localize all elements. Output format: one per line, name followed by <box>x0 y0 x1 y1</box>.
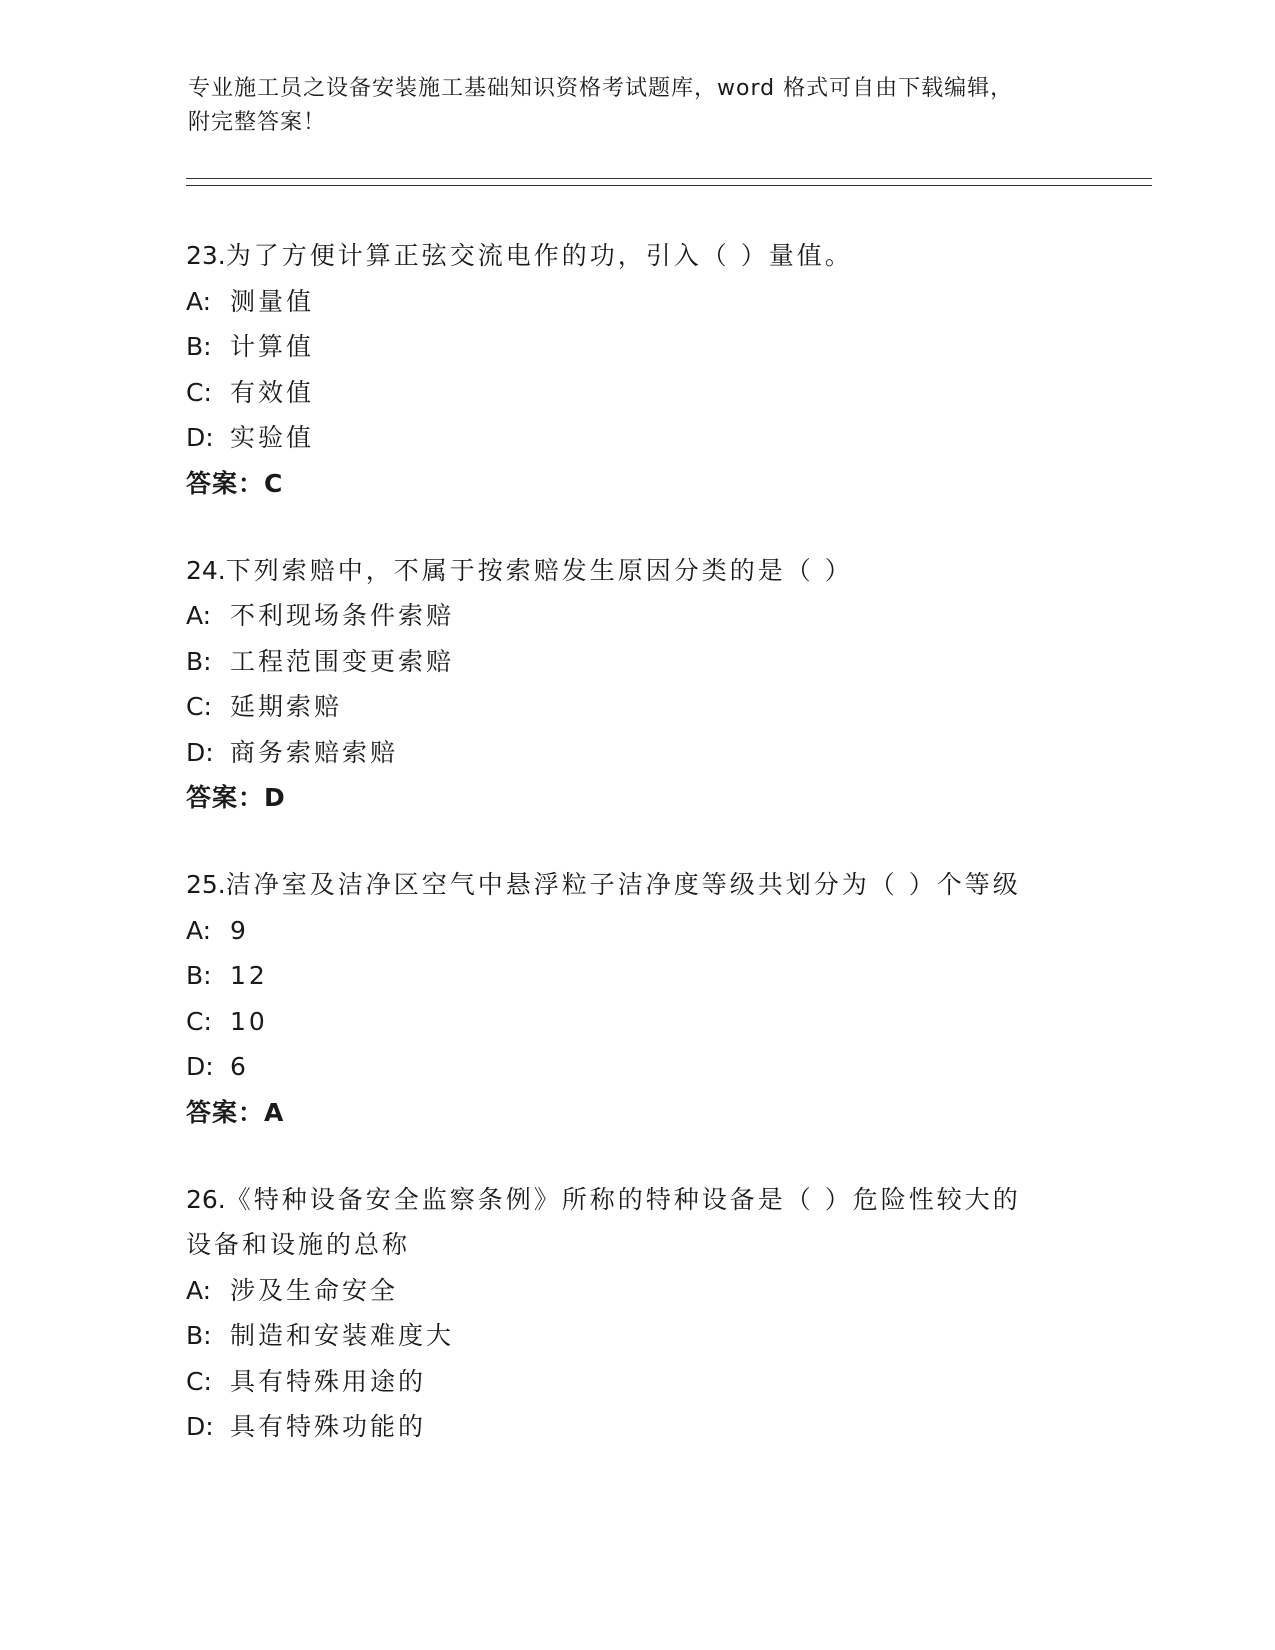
option-d <box>186 415 1086 461</box>
header-double-rule <box>186 178 1152 186</box>
option-d <box>186 730 1086 776</box>
option-text: 商务索赔索赔 <box>230 737 399 767</box>
answer-line: 答案：C <box>186 468 284 498</box>
question-number: 24. <box>186 555 226 585</box>
option-key: D: <box>186 737 214 767</box>
option-key: D: <box>186 423 214 452</box>
option-key: A: <box>186 915 212 945</box>
option-text: 9 <box>230 915 249 945</box>
option-key: A: <box>186 601 212 630</box>
option-text: 涉及生命安全 <box>230 1275 399 1305</box>
option-key: C: <box>186 1006 212 1036</box>
option-key: A: <box>186 1275 212 1305</box>
option-text: 6 <box>230 1052 249 1081</box>
option-text: 具有特殊功能的 <box>230 1412 427 1441</box>
question-25 <box>186 862 1086 1135</box>
question-number: 26. <box>186 1184 226 1214</box>
option-b <box>186 1313 1086 1359</box>
question-26 <box>186 1177 1086 1450</box>
question-stem <box>186 548 1086 594</box>
option-text: 测量值 <box>230 286 315 316</box>
option-text: 延期索赔 <box>230 692 343 721</box>
option-key: B: <box>186 1321 212 1350</box>
option-c <box>186 999 1086 1045</box>
header-line-1: 专业施工员之设备安装施工基础知识资格考试题库，word 格式可自由下载编辑， <box>188 76 1014 101</box>
question-text: 洁净室及洁净区空气中悬浮粒子洁净度等级共划分为（ ）个等级 <box>225 870 1021 899</box>
option-d <box>186 1044 1086 1090</box>
option-key: D: <box>186 1412 214 1441</box>
header-line-2: 附完整答案！ <box>188 110 327 135</box>
option-a <box>186 908 1086 954</box>
option-b <box>186 953 1086 999</box>
option-a <box>186 1268 1086 1314</box>
option-key: B: <box>186 961 212 990</box>
answer-line: 答案：D <box>186 783 286 812</box>
option-d <box>186 1404 1086 1450</box>
option-text: 工程范围变更索赔 <box>230 646 455 676</box>
option-key: C: <box>186 377 212 407</box>
option-text: 具有特殊用途的 <box>230 1366 427 1396</box>
question-number: 25. <box>186 870 226 899</box>
option-text: 制造和安装难度大 <box>230 1321 455 1350</box>
option-key: A: <box>186 286 212 316</box>
question-24 <box>186 548 1086 821</box>
option-key: B: <box>186 332 212 361</box>
option-text: 有效值 <box>230 377 315 407</box>
option-text: 实验值 <box>230 423 315 452</box>
option-key: C: <box>186 692 212 721</box>
option-text: 10 <box>230 1006 268 1036</box>
option-c <box>186 1359 1086 1405</box>
question-number: 23. <box>186 241 226 270</box>
question-text: 《特种设备安全监察条例》所称的特种设备是（ ）危险性较大的设备和设施的总称 <box>186 1184 1021 1259</box>
question-text: 为了方便计算正弦交流电作的功，引入（ ）量值。 <box>225 241 853 270</box>
option-text: 12 <box>230 961 268 990</box>
question-stem <box>186 862 1086 908</box>
option-key: B: <box>186 646 212 676</box>
option-a <box>186 279 1086 325</box>
question-list <box>186 233 1086 1492</box>
option-c <box>186 684 1086 730</box>
document-header <box>188 72 1068 140</box>
option-key: D: <box>186 1052 214 1081</box>
question-stem <box>186 1177 1036 1268</box>
option-text: 计算值 <box>230 332 315 361</box>
answer-line: 答案：A <box>186 1097 285 1127</box>
question-23 <box>186 233 1086 506</box>
option-text: 不利现场条件索赔 <box>230 601 455 630</box>
option-c <box>186 370 1086 416</box>
option-a <box>186 593 1086 639</box>
question-stem <box>186 233 1086 279</box>
question-text: 下列索赔中，不属于按索赔发生原因分类的是（ ） <box>225 555 853 585</box>
option-key: C: <box>186 1366 212 1396</box>
option-b <box>186 324 1086 370</box>
option-b <box>186 639 1086 685</box>
